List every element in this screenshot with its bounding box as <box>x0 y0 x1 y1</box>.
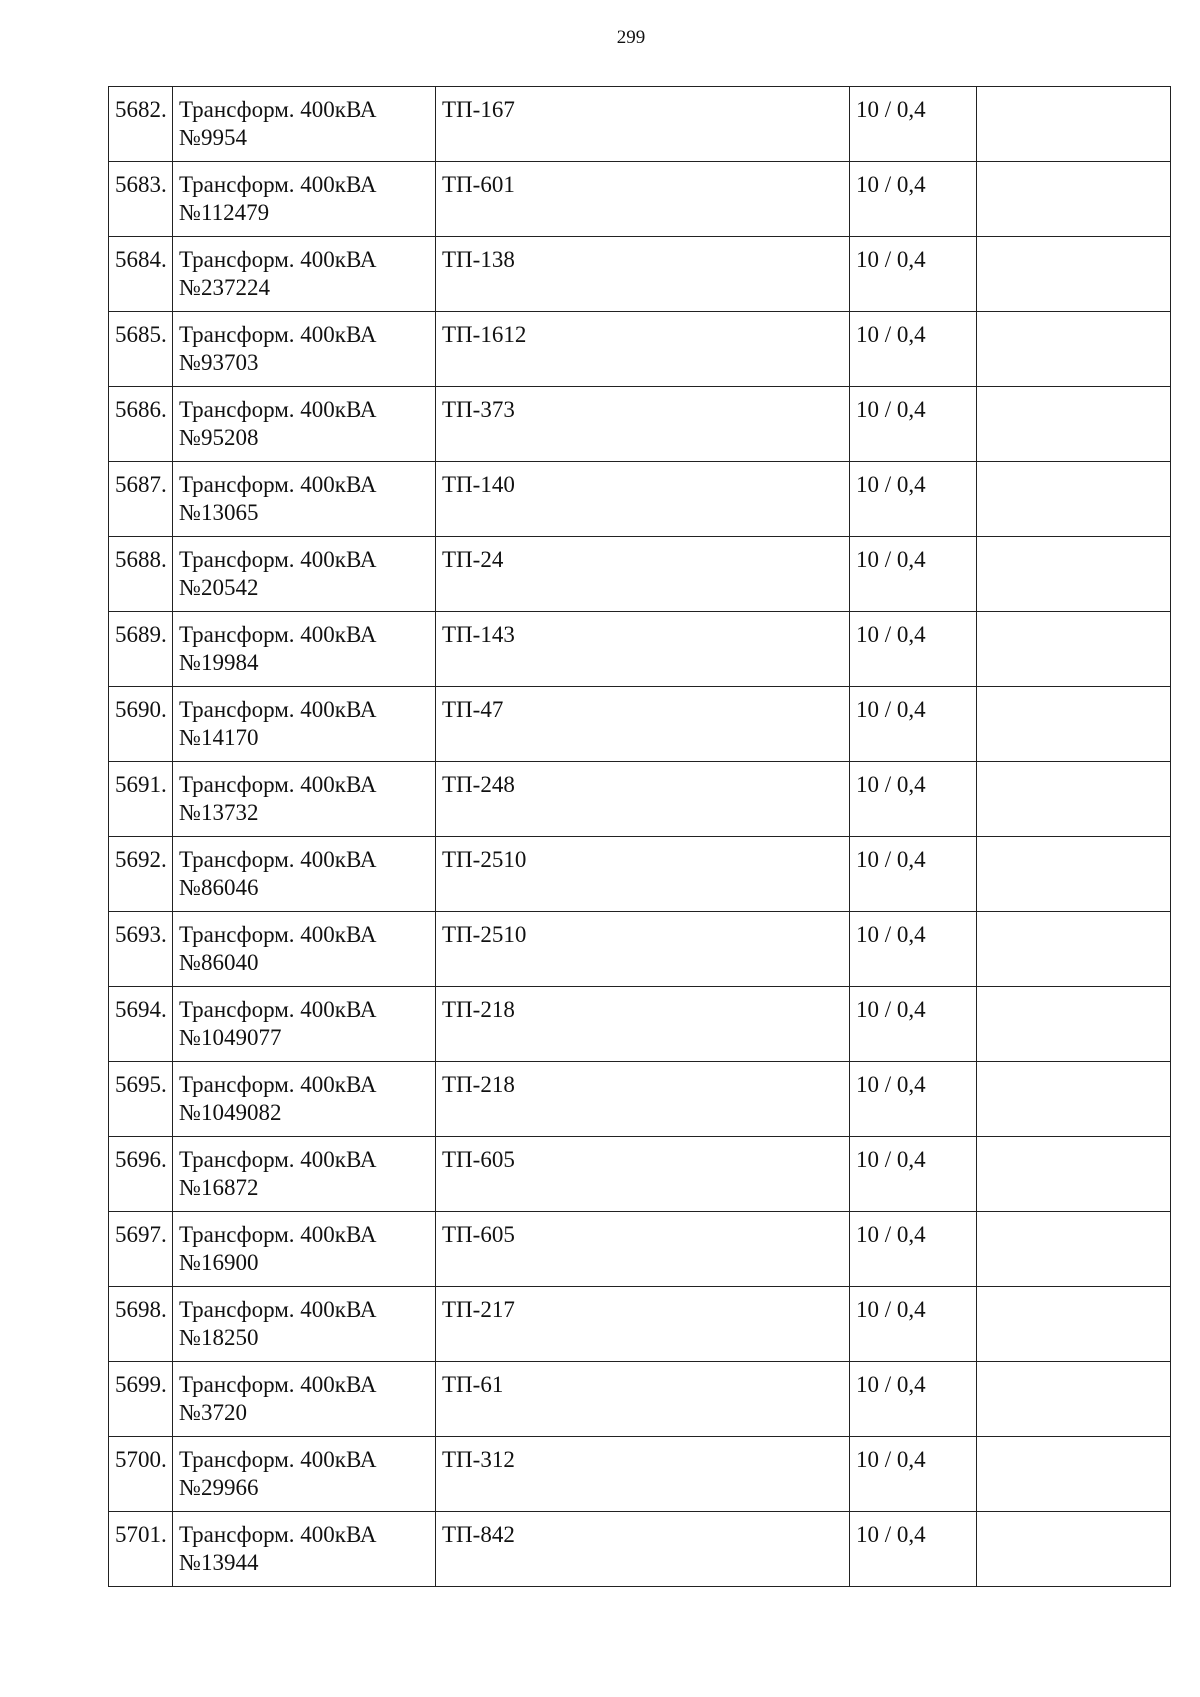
extra-cell <box>977 1362 1171 1437</box>
table-row <box>109 1437 1171 1512</box>
extra-cell <box>977 612 1171 687</box>
substation-cell: ТП-601 <box>436 162 850 237</box>
row-number-cell: 5685. <box>109 312 173 387</box>
voltage-cell: 10 / 0,4 <box>850 387 977 462</box>
row-number-cell: 5689. <box>109 612 173 687</box>
equipment-name: Трансформ. 400кВА <box>179 1522 377 1547</box>
extra-cell <box>977 1287 1171 1362</box>
equipment-name-cell <box>173 237 436 312</box>
substation-cell: ТП-248 <box>436 762 850 837</box>
equipment-name: Трансформ. 400кВА <box>179 622 377 647</box>
substation-cell: ТП-138 <box>436 237 850 312</box>
table-row <box>109 1137 1171 1212</box>
table-row <box>109 1212 1171 1287</box>
equipment-name: Трансформ. 400кВА <box>179 1297 377 1322</box>
table-row <box>109 612 1171 687</box>
equipment-serial: №237224 <box>179 275 270 300</box>
equipment-name-cell <box>173 1137 436 1212</box>
equipment-name-cell <box>173 1287 436 1362</box>
table-row <box>109 1512 1171 1587</box>
extra-cell <box>977 1137 1171 1212</box>
substation-cell: ТП-24 <box>436 537 850 612</box>
table-row <box>109 1362 1171 1437</box>
row-number-cell: 5698. <box>109 1287 173 1362</box>
equipment-serial: №9954 <box>179 125 247 150</box>
extra-cell <box>977 762 1171 837</box>
extra-cell <box>977 1212 1171 1287</box>
table-row <box>109 837 1171 912</box>
row-number-cell: 5686. <box>109 387 173 462</box>
voltage-cell: 10 / 0,4 <box>850 162 977 237</box>
row-number-cell: 5697. <box>109 1212 173 1287</box>
voltage-cell: 10 / 0,4 <box>850 87 977 162</box>
equipment-name-cell <box>173 87 436 162</box>
equipment-name: Трансформ. 400кВА <box>179 247 377 272</box>
substation-cell: ТП-1612 <box>436 312 850 387</box>
equipment-name: Трансформ. 400кВА <box>179 772 377 797</box>
substation-cell: ТП-143 <box>436 612 850 687</box>
substation-cell: ТП-605 <box>436 1212 850 1287</box>
equipment-name: Трансформ. 400кВА <box>179 997 377 1022</box>
row-number-cell: 5701. <box>109 1512 173 1587</box>
row-number-cell: 5693. <box>109 912 173 987</box>
row-number-cell: 5682. <box>109 87 173 162</box>
substation-cell: ТП-140 <box>436 462 850 537</box>
substation-cell: ТП-2510 <box>436 837 850 912</box>
table-row <box>109 537 1171 612</box>
table-row <box>109 462 1171 537</box>
equipment-name-cell <box>173 312 436 387</box>
equipment-name-cell <box>173 912 436 987</box>
equipment-name: Трансформ. 400кВА <box>179 397 377 422</box>
voltage-cell: 10 / 0,4 <box>850 1137 977 1212</box>
equipment-name-cell <box>173 612 436 687</box>
equipment-name-cell <box>173 1362 436 1437</box>
substation-cell: ТП-218 <box>436 1062 850 1137</box>
equipment-serial: №86046 <box>179 875 259 900</box>
substation-cell: ТП-61 <box>436 1362 850 1437</box>
table-row <box>109 762 1171 837</box>
equipment-serial: №14170 <box>179 725 259 750</box>
voltage-cell: 10 / 0,4 <box>850 912 977 987</box>
substation-cell: ТП-312 <box>436 1437 850 1512</box>
voltage-cell: 10 / 0,4 <box>850 462 977 537</box>
equipment-name-cell <box>173 462 436 537</box>
equipment-name: Трансформ. 400кВА <box>179 1372 377 1397</box>
equipment-name-cell <box>173 1062 436 1137</box>
row-number-cell: 5699. <box>109 1362 173 1437</box>
equipment-name-cell <box>173 1212 436 1287</box>
voltage-cell: 10 / 0,4 <box>850 1062 977 1137</box>
row-number-cell: 5694. <box>109 987 173 1062</box>
extra-cell <box>977 1062 1171 1137</box>
equipment-name-cell <box>173 762 436 837</box>
equipment-serial: №19984 <box>179 650 259 675</box>
extra-cell <box>977 312 1171 387</box>
extra-cell <box>977 687 1171 762</box>
row-number-cell: 5690. <box>109 687 173 762</box>
equipment-serial: №20542 <box>179 575 259 600</box>
voltage-cell: 10 / 0,4 <box>850 1437 977 1512</box>
voltage-cell: 10 / 0,4 <box>850 687 977 762</box>
substation-cell: ТП-218 <box>436 987 850 1062</box>
extra-cell <box>977 387 1171 462</box>
voltage-cell: 10 / 0,4 <box>850 312 977 387</box>
table-row <box>109 387 1171 462</box>
equipment-serial: №3720 <box>179 1400 247 1425</box>
equipment-name-cell <box>173 837 436 912</box>
table-row <box>109 237 1171 312</box>
extra-cell <box>977 987 1171 1062</box>
extra-cell <box>977 87 1171 162</box>
row-number-cell: 5695. <box>109 1062 173 1137</box>
row-number-cell: 5691. <box>109 762 173 837</box>
row-number-cell: 5683. <box>109 162 173 237</box>
equipment-name-cell <box>173 1512 436 1587</box>
equipment-name: Трансформ. 400кВА <box>179 97 377 122</box>
table-row <box>109 1287 1171 1362</box>
row-number-cell: 5700. <box>109 1437 173 1512</box>
equipment-serial: №13732 <box>179 800 259 825</box>
equipment-name: Трансформ. 400кВА <box>179 1072 377 1097</box>
equipment-table <box>108 86 1171 1587</box>
equipment-serial: №95208 <box>179 425 259 450</box>
table-row <box>109 987 1171 1062</box>
voltage-cell: 10 / 0,4 <box>850 1512 977 1587</box>
extra-cell <box>977 912 1171 987</box>
equipment-name: Трансформ. 400кВА <box>179 922 377 947</box>
equipment-name-cell <box>173 687 436 762</box>
page-number: 299 <box>616 27 646 48</box>
equipment-serial: №13065 <box>179 500 259 525</box>
row-number-cell: 5684. <box>109 237 173 312</box>
substation-cell: ТП-47 <box>436 687 850 762</box>
substation-cell: ТП-605 <box>436 1137 850 1212</box>
substation-cell: ТП-217 <box>436 1287 850 1362</box>
table-row <box>109 312 1171 387</box>
equipment-name: Трансформ. 400кВА <box>179 847 377 872</box>
equipment-name: Трансформ. 400кВА <box>179 1222 377 1247</box>
equipment-serial: №16872 <box>179 1175 259 1200</box>
voltage-cell: 10 / 0,4 <box>850 612 977 687</box>
extra-cell <box>977 1512 1171 1587</box>
equipment-name: Трансформ. 400кВА <box>179 1447 377 1472</box>
equipment-name: Трансформ. 400кВА <box>179 322 377 347</box>
equipment-name: Трансформ. 400кВА <box>179 172 377 197</box>
voltage-cell: 10 / 0,4 <box>850 1287 977 1362</box>
voltage-cell: 10 / 0,4 <box>850 1362 977 1437</box>
equipment-name: Трансформ. 400кВА <box>179 472 377 497</box>
voltage-cell: 10 / 0,4 <box>850 987 977 1062</box>
equipment-serial: №112479 <box>179 200 270 225</box>
extra-cell <box>977 537 1171 612</box>
equipment-serial: №16900 <box>179 1250 259 1275</box>
voltage-cell: 10 / 0,4 <box>850 237 977 312</box>
substation-cell: ТП-167 <box>436 87 850 162</box>
row-number-cell: 5688. <box>109 537 173 612</box>
equipment-serial: №18250 <box>179 1325 259 1350</box>
table-row <box>109 687 1171 762</box>
table-row <box>109 1062 1171 1137</box>
equipment-name-cell <box>173 1437 436 1512</box>
table-body <box>109 87 1171 1587</box>
equipment-name-cell <box>173 537 436 612</box>
voltage-cell: 10 / 0,4 <box>850 762 977 837</box>
equipment-serial: №93703 <box>179 350 259 375</box>
substation-cell: ТП-842 <box>436 1512 850 1587</box>
row-number-cell: 5692. <box>109 837 173 912</box>
voltage-cell: 10 / 0,4 <box>850 537 977 612</box>
table-row <box>109 87 1171 162</box>
substation-cell: ТП-2510 <box>436 912 850 987</box>
equipment-name: Трансформ. 400кВА <box>179 1147 377 1172</box>
table-row <box>109 162 1171 237</box>
voltage-cell: 10 / 0,4 <box>850 1212 977 1287</box>
row-number-cell: 5687. <box>109 462 173 537</box>
equipment-name-cell <box>173 987 436 1062</box>
equipment-name: Трансформ. 400кВА <box>179 697 377 722</box>
equipment-serial: №13944 <box>179 1550 259 1575</box>
equipment-serial: №1049077 <box>179 1025 282 1050</box>
equipment-name-cell <box>173 387 436 462</box>
equipment-serial: №86040 <box>179 950 259 975</box>
extra-cell <box>977 162 1171 237</box>
equipment-name: Трансформ. 400кВА <box>179 547 377 572</box>
equipment-serial: №1049082 <box>179 1100 282 1125</box>
voltage-cell: 10 / 0,4 <box>850 837 977 912</box>
extra-cell <box>977 1437 1171 1512</box>
extra-cell <box>977 462 1171 537</box>
equipment-name-cell <box>173 162 436 237</box>
extra-cell <box>977 237 1171 312</box>
row-number-cell: 5696. <box>109 1137 173 1212</box>
substation-cell: ТП-373 <box>436 387 850 462</box>
extra-cell <box>977 837 1171 912</box>
table-row <box>109 912 1171 987</box>
equipment-serial: №29966 <box>179 1475 259 1500</box>
